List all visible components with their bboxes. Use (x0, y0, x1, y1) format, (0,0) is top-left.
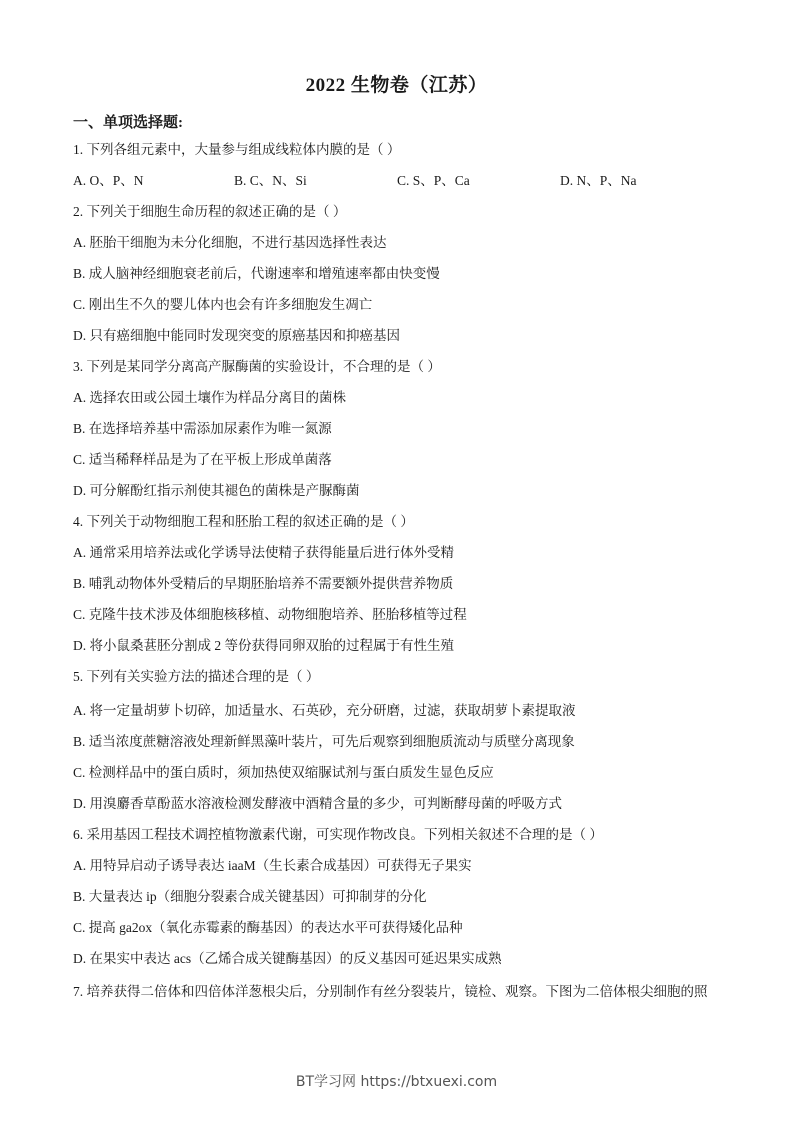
question-5-option-c: C. 检测样品中的蛋白质时，须加热使双缩脲试剂与蛋白质发生显色反应 (73, 765, 494, 780)
question-3-option-b: B. 在选择培养基中需添加尿素作为唯一氮源 (73, 421, 332, 436)
question-6-option-b: B. 大量表达 ip（细胞分裂素合成关键基因）可抑制芽的分化 (73, 889, 427, 904)
section-heading: 一、单项选择题: (73, 115, 183, 131)
question-5-option-b: B. 适当浓度蔗糖溶液处理新鲜黑藻叶装片，可先后观察到细胞质流动与质壁分离现象 (73, 734, 575, 749)
question-5-option-d: D. 用溴麝香草酚蓝水溶液检测发酵液中酒精含量的多少，可判断酵母菌的呼吸方式 (73, 796, 562, 811)
question-4-option-d: D. 将小鼠桑葚胚分割成 2 等份获得同卵双胎的过程属于有性生殖 (73, 638, 454, 653)
question-2-option-c: C. 刚出生不久的婴儿体内也会有许多细胞发生凋亡 (73, 297, 373, 312)
question-3-stem: 3. 下列是某同学分离高产脲酶菌的实验设计，不合理的是（ ） (73, 359, 441, 374)
question-5-option-a: A. 将一定量胡萝卜切碎，加适量水、石英砂，充分研磨，过滤，获取胡萝卜素提取液 (73, 703, 576, 718)
question-6-option-d: D. 在果实中表达 acs（乙烯合成关键酶基因）的反义基因可延迟果实成熟 (73, 951, 502, 966)
watermark-footer: BT学习网 https://btxuexi.com (295, 1074, 498, 1090)
question-4-option-c: C. 克隆牛技术涉及体细胞核移植、动物细胞培养、胚胎移植等过程 (73, 607, 467, 622)
question-3-option-a: A. 选择农田或公园土壤作为样品分离目的菌株 (73, 390, 346, 405)
question-4-option-b: B. 哺乳动物体外受精后的早期胚胎培养不需要额外提供营养物质 (73, 576, 454, 591)
question-2-option-d: D. 只有癌细胞中能同时发现突变的原癌基因和抑癌基因 (73, 328, 400, 343)
question-6-stem: 6. 采用基因工程技术调控植物激素代谢，可实现作物改良。下列相关叙述不合理的是（ ） (73, 827, 603, 842)
question-6-option-a: A. 用特异启动子诱导表达 iaaM（生长素合成基因）可获得无子果实 (73, 858, 472, 873)
question-5-stem: 5. 下列有关实验方法的描述合理的是（ ） (73, 669, 320, 684)
question-1-option-c: C. S、P、Ca (397, 173, 470, 188)
question-4-option-a: A. 通常采用培养法或化学诱导法使精子获得能量后进行体外受精 (73, 545, 454, 560)
question-2-option-a: A. 胚胎干细胞为未分化细胞，不进行基因选择性表达 (73, 235, 387, 250)
question-6-option-c: C. 提高 ga2ox（氧化赤霉素的酶基因）的表达水平可获得矮化品种 (73, 920, 463, 935)
question-1-option-d: D. N、P、Na (560, 173, 637, 188)
question-1-option-a: A. O、P、N (73, 173, 144, 188)
question-4-stem: 4. 下列关于动物细胞工程和胚胎工程的叙述正确的是（ ） (73, 514, 414, 529)
question-7-stem: 7. 培养获得二倍体和四倍体洋葱根尖后，分别制作有丝分裂装片，镜检、观察。下图为二倍体根尖细胞的照 (73, 984, 708, 999)
question-2-stem: 2. 下列关于细胞生命历程的叙述正确的是（ ） (73, 204, 347, 219)
question-2-option-b: B. 成人脑神经细胞衰老前后，代谢速率和增殖速率都由快变慢 (73, 266, 440, 281)
question-1-option-b: B. C、N、Si (234, 173, 307, 188)
question-3-option-d: D. 可分解酚红指示剂使其褪色的菌株是产脲酶菌 (73, 483, 360, 498)
question-1-stem: 1. 下列各组元素中，大量参与组成线粒体内膜的是（ ） (73, 142, 401, 157)
question-3-option-c: C. 适当稀释样品是为了在平板上形成单菌落 (73, 452, 332, 467)
page-title: 2022 生物卷（江苏） (305, 75, 488, 96)
